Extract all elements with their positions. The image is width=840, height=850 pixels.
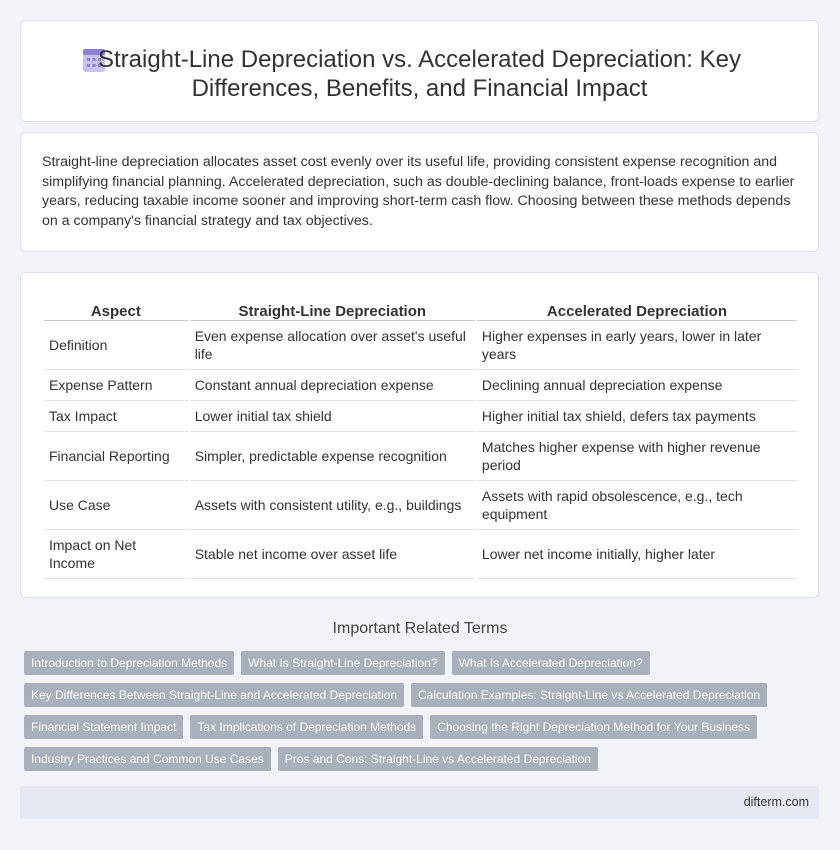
table-row: [44, 432, 797, 481]
table-cell: Impact on Net Income: [44, 530, 188, 579]
related-term-tag[interactable]: What Is Accelerated Depreciation?: [452, 651, 650, 675]
table-cell: Simpler, predictable expense recognition: [190, 432, 475, 481]
footer-bar: [20, 786, 819, 819]
related-term-tag[interactable]: What Is Straight-Line Depreciation?: [241, 651, 444, 675]
related-term-tag[interactable]: Pros and Cons: Straight-Line vs Accelerated Depreciation: [278, 747, 598, 771]
related-term-tag[interactable]: Key Differences Between Straight-Line and Accelerated Depreciation: [24, 683, 404, 707]
column-header-aspect: Aspect: [44, 295, 188, 321]
footer-site-link[interactable]: difterm.com: [743, 795, 809, 809]
table-cell: Financial Reporting: [44, 432, 188, 481]
intro-card: [20, 132, 819, 252]
related-term-tag[interactable]: Choosing the Right Depreciation Method for Your Business: [430, 715, 757, 739]
table-cell: Stable net income over asset life: [190, 530, 475, 579]
table-row: [44, 481, 797, 530]
related-term-tag[interactable]: Tax Implications of Depreciation Methods: [190, 715, 423, 739]
table-cell: Assets with rapid obsolescence, e.g., tech equipment: [477, 481, 797, 530]
page-title: Straight-Line Depreciation vs. Accelerated Depreciation: Key Differences, Benefits, and Financial Impact: [97, 46, 741, 102]
related-term-tag[interactable]: Calculation Examples: Straight-Line vs Accelerated Depreciation: [411, 683, 767, 707]
related-term-tag[interactable]: Financial Statement Impact: [24, 715, 183, 739]
table-cell: Use Case: [44, 481, 188, 530]
related-term-tag[interactable]: Industry Practices and Common Use Cases: [24, 747, 271, 771]
table-row: [44, 401, 797, 432]
table-cell: Higher initial tax shield, defers tax payments: [477, 401, 797, 432]
table-cell: Tax Impact: [44, 401, 188, 432]
table-cell: Lower net income initially, higher later: [477, 530, 797, 579]
table-cell: Expense Pattern: [44, 370, 188, 401]
table-cell: Matches higher expense with higher revenue period: [477, 432, 797, 481]
column-header-accelerated: Accelerated Depreciation: [477, 295, 797, 321]
comparison-table-card: [20, 272, 819, 598]
table-row: [44, 321, 797, 370]
intro-paragraph: Straight-line depreciation allocates asset cost evenly over its useful life, providing consistent expense recognition and simplifying financial planning. Accelerated depreciation, such as double-declining balance, front-loads expense to earlier years, reducing taxable income sooner and improving short-term cash flow. Choosing between these methods depends on a company's financial strategy and tax objectives.: [42, 154, 795, 229]
table-cell: Higher expenses in early years, lower in later years: [477, 321, 797, 370]
table-cell: Lower initial tax shield: [190, 401, 475, 432]
table-cell: Constant annual depreciation expense: [190, 370, 475, 401]
comparison-table: [42, 295, 799, 579]
related-terms-list: [24, 651, 784, 779]
header-card: [20, 20, 819, 122]
related-term-tag[interactable]: Introduction to Depreciation Methods: [24, 651, 234, 675]
table-cell: Definition: [44, 321, 188, 370]
table-cell: Even expense allocation over asset's useful life: [190, 321, 475, 370]
related-terms-heading: Important Related Terms: [332, 620, 508, 637]
table-row: [44, 530, 797, 579]
column-header-straight-line: Straight-Line Depreciation: [190, 295, 475, 321]
table-cell: Assets with consistent utility, e.g., buildings: [190, 481, 475, 530]
table-cell: Declining annual depreciation expense: [477, 370, 797, 401]
table-row: [44, 370, 797, 401]
